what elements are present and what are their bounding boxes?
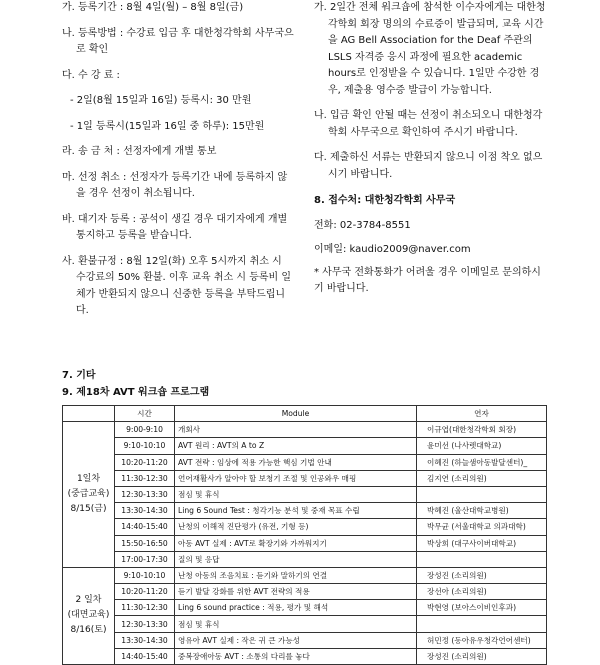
session-time: 17:00-17:30 bbox=[115, 551, 175, 567]
session-speaker: 박무균 (서울대학교 의과대학) bbox=[417, 519, 547, 535]
program-table bbox=[62, 405, 547, 665]
session-speaker: 이혜진 (하늘샘아동발달센터)_ bbox=[417, 454, 547, 470]
fee-one-day: - 1일 등록시(15일과 16일 중 하루): 15만원 bbox=[70, 120, 265, 132]
session-time: 12:30-13:30 bbox=[115, 486, 175, 502]
registration-method: 나. 등록방법 : 수강료 입금 후 대한청각학회 사무국으로 확인 bbox=[62, 27, 294, 55]
session-speaker bbox=[417, 486, 547, 502]
phone: 전화: 02-3784-8551 bbox=[314, 219, 411, 231]
table-row bbox=[63, 584, 547, 600]
waitlist: 바. 대기자 등록 : 공석이 생길 경우 대기자에게 개별 통지하고 등록을 받습니다. bbox=[62, 213, 288, 241]
session-time: 9:00-9:10 bbox=[115, 422, 175, 438]
table-row bbox=[63, 422, 547, 438]
session-speaker: 장성진 (소리의원) bbox=[417, 567, 547, 583]
table-row bbox=[63, 503, 547, 519]
left-column bbox=[62, 0, 294, 329]
table-row bbox=[63, 632, 547, 648]
session-speaker bbox=[417, 616, 547, 632]
session-time: 13:30-14:30 bbox=[115, 503, 175, 519]
right-column bbox=[314, 0, 546, 298]
session-speaker: 장성진 (소리의원) bbox=[417, 648, 547, 664]
contact-note: * 사무국 전화통화가 어려울 경우 이메일로 문의하시기 바랍니다. bbox=[314, 266, 541, 294]
session-speaker: 김지연 (소리의원) bbox=[417, 470, 547, 486]
session-speaker: 이규엽(대한청각학회 회장) bbox=[417, 422, 547, 438]
remittance: 라. 송 금 처 : 선정자에게 개별 통보 bbox=[62, 146, 217, 157]
session-time: 13:30-14:30 bbox=[115, 632, 175, 648]
session-time: 11:30-12:30 bbox=[115, 470, 175, 486]
session-module: 개회사 bbox=[175, 422, 417, 438]
program-table-wrap bbox=[62, 405, 546, 665]
section-9-heading: 9. 제18차 AVT 워크숍 프로그램 bbox=[62, 387, 210, 398]
session-speaker bbox=[417, 551, 547, 567]
header-module: Module bbox=[175, 406, 417, 422]
fee-two-day: - 2일(8월 15일과 16일) 등록시: 30 만원 bbox=[70, 95, 252, 106]
deposit-check: 나. 입금 확인 안될 때는 선정이 취소되오니 대한청각학회 사무국으로 확인하여 주시기 바랍니다. bbox=[314, 110, 543, 138]
session-speaker: 윤미선 (나사렛대학교) bbox=[417, 438, 547, 454]
session-module: 언어재활사가 알아야 할 보청기 조절 및 인공와우 매핑 bbox=[175, 470, 417, 486]
day-label: 2 일차 (대면교육) 8/16(토) bbox=[63, 567, 115, 664]
header-day bbox=[63, 406, 115, 422]
session-module: Ling 6 Sound Test : 청각기능 분석 및 중재 목표 수립 bbox=[175, 503, 417, 519]
email: 이메일: kaudio2009@naver.com bbox=[314, 244, 471, 255]
table-row bbox=[63, 535, 547, 551]
certificate-info: 가. 2일간 전체 워크숍에 참석한 이수자에게는 대한청각학회 회장 명의의 수료증이 발급되며, 교육 시간을 AG Bell Association for the Deaf 주관의 LSLS 자격증 응시 과정에 필요한 academic hours로 인정받을 수 있습니다. 1일만 수강한 경우, 제출용 영수증 발급이 가능합니다. bbox=[314, 2, 546, 96]
session-module: 난청의 이해적 진단평가 (유전, 기형 등) bbox=[175, 519, 417, 535]
day-label: 1일차 (중급교육) 8/15(금) bbox=[63, 422, 115, 568]
section-7-heading: 7. 기타 bbox=[62, 370, 96, 381]
session-speaker: 박상희 (대구사이버대학교) bbox=[417, 535, 547, 551]
session-speaker: 허민정 (동아유우청각언어센터) bbox=[417, 632, 547, 648]
session-time: 14:40-15:40 bbox=[115, 519, 175, 535]
refund-policy: 사. 환불규정 : 8월 12일(화) 오후 5시까지 취소 시 수강료의 50% 환불. 이후 교육 취소 시 등록비 일체가 반환되지 않으니 신중한 등록을 부탁드립니다. bbox=[62, 255, 292, 316]
session-time: 11:30-12:30 bbox=[115, 600, 175, 616]
table-header-row bbox=[63, 406, 547, 422]
session-speaker: 박혜진 (울산대학교병원) bbox=[417, 503, 547, 519]
session-module: AVT 전략 : 임상에 적용 가능한 핵심 기법 안내 bbox=[175, 454, 417, 470]
session-time: 10:20-11:20 bbox=[115, 584, 175, 600]
session-time: 12:30-13:30 bbox=[115, 616, 175, 632]
table-row bbox=[63, 616, 547, 632]
session-time: 9:10-10:10 bbox=[115, 567, 175, 583]
session-module: 점심 및 휴식 bbox=[175, 616, 417, 632]
session-module: 영유아 AVT 실제 : 작은 귀 큰 가능성 bbox=[175, 632, 417, 648]
session-module: Ling 6 sound practice : 적용, 평가 및 해석 bbox=[175, 600, 417, 616]
session-module: 듣기 발달 강화를 위한 AVT 전략의 적용 bbox=[175, 584, 417, 600]
section-8-heading: 8. 접수처: 대한청각학회 사무국 bbox=[314, 195, 456, 206]
table-row bbox=[63, 454, 547, 470]
session-time: 10:20-11:20 bbox=[115, 454, 175, 470]
table-row bbox=[63, 600, 547, 616]
session-time: 9:10-10:10 bbox=[115, 438, 175, 454]
header-speaker: 연자 bbox=[417, 406, 547, 422]
session-speaker: 박현영 (보아스이비인후과) bbox=[417, 600, 547, 616]
session-module: 질의 및 응답 bbox=[175, 551, 417, 567]
session-time: 14:40-15:40 bbox=[115, 648, 175, 664]
session-module: 아동 AVT 실제 : AVT로 확장기와 가까워지기 bbox=[175, 535, 417, 551]
registration-period: 가. 등록기간 : 8월 4일(월) – 8월 8일(금) bbox=[62, 2, 244, 13]
session-speaker: 장선아 (소리의원) bbox=[417, 584, 547, 600]
session-module: 난청 아동의 조음치료 : 듣기와 말하기의 연결 bbox=[175, 567, 417, 583]
selection-cancel: 마. 선정 취소 : 선정자가 등록기간 내에 등록하지 않을 경우 선정이 취소됩니다. bbox=[62, 171, 288, 199]
table-row bbox=[63, 486, 547, 502]
session-module: AVT 원리 : AVT의 A to Z bbox=[175, 438, 417, 454]
fee-heading: 다. 수 강 료 : bbox=[62, 69, 120, 81]
documents-note: 다. 제출하신 서류는 반환되지 않으니 이점 착오 없으시기 바랍니다. bbox=[314, 152, 543, 180]
session-time: 15:50-16:50 bbox=[115, 535, 175, 551]
table-row bbox=[63, 567, 547, 583]
session-module: 점심 및 휴식 bbox=[175, 486, 417, 502]
table-row bbox=[63, 551, 547, 567]
table-row bbox=[63, 648, 547, 664]
header-time: 시간 bbox=[115, 406, 175, 422]
table-row bbox=[63, 438, 547, 454]
session-module: 중복장애아동 AVT : 소통의 다리를 놓다 bbox=[175, 648, 417, 664]
table-row bbox=[63, 470, 547, 486]
table-row bbox=[63, 519, 547, 535]
